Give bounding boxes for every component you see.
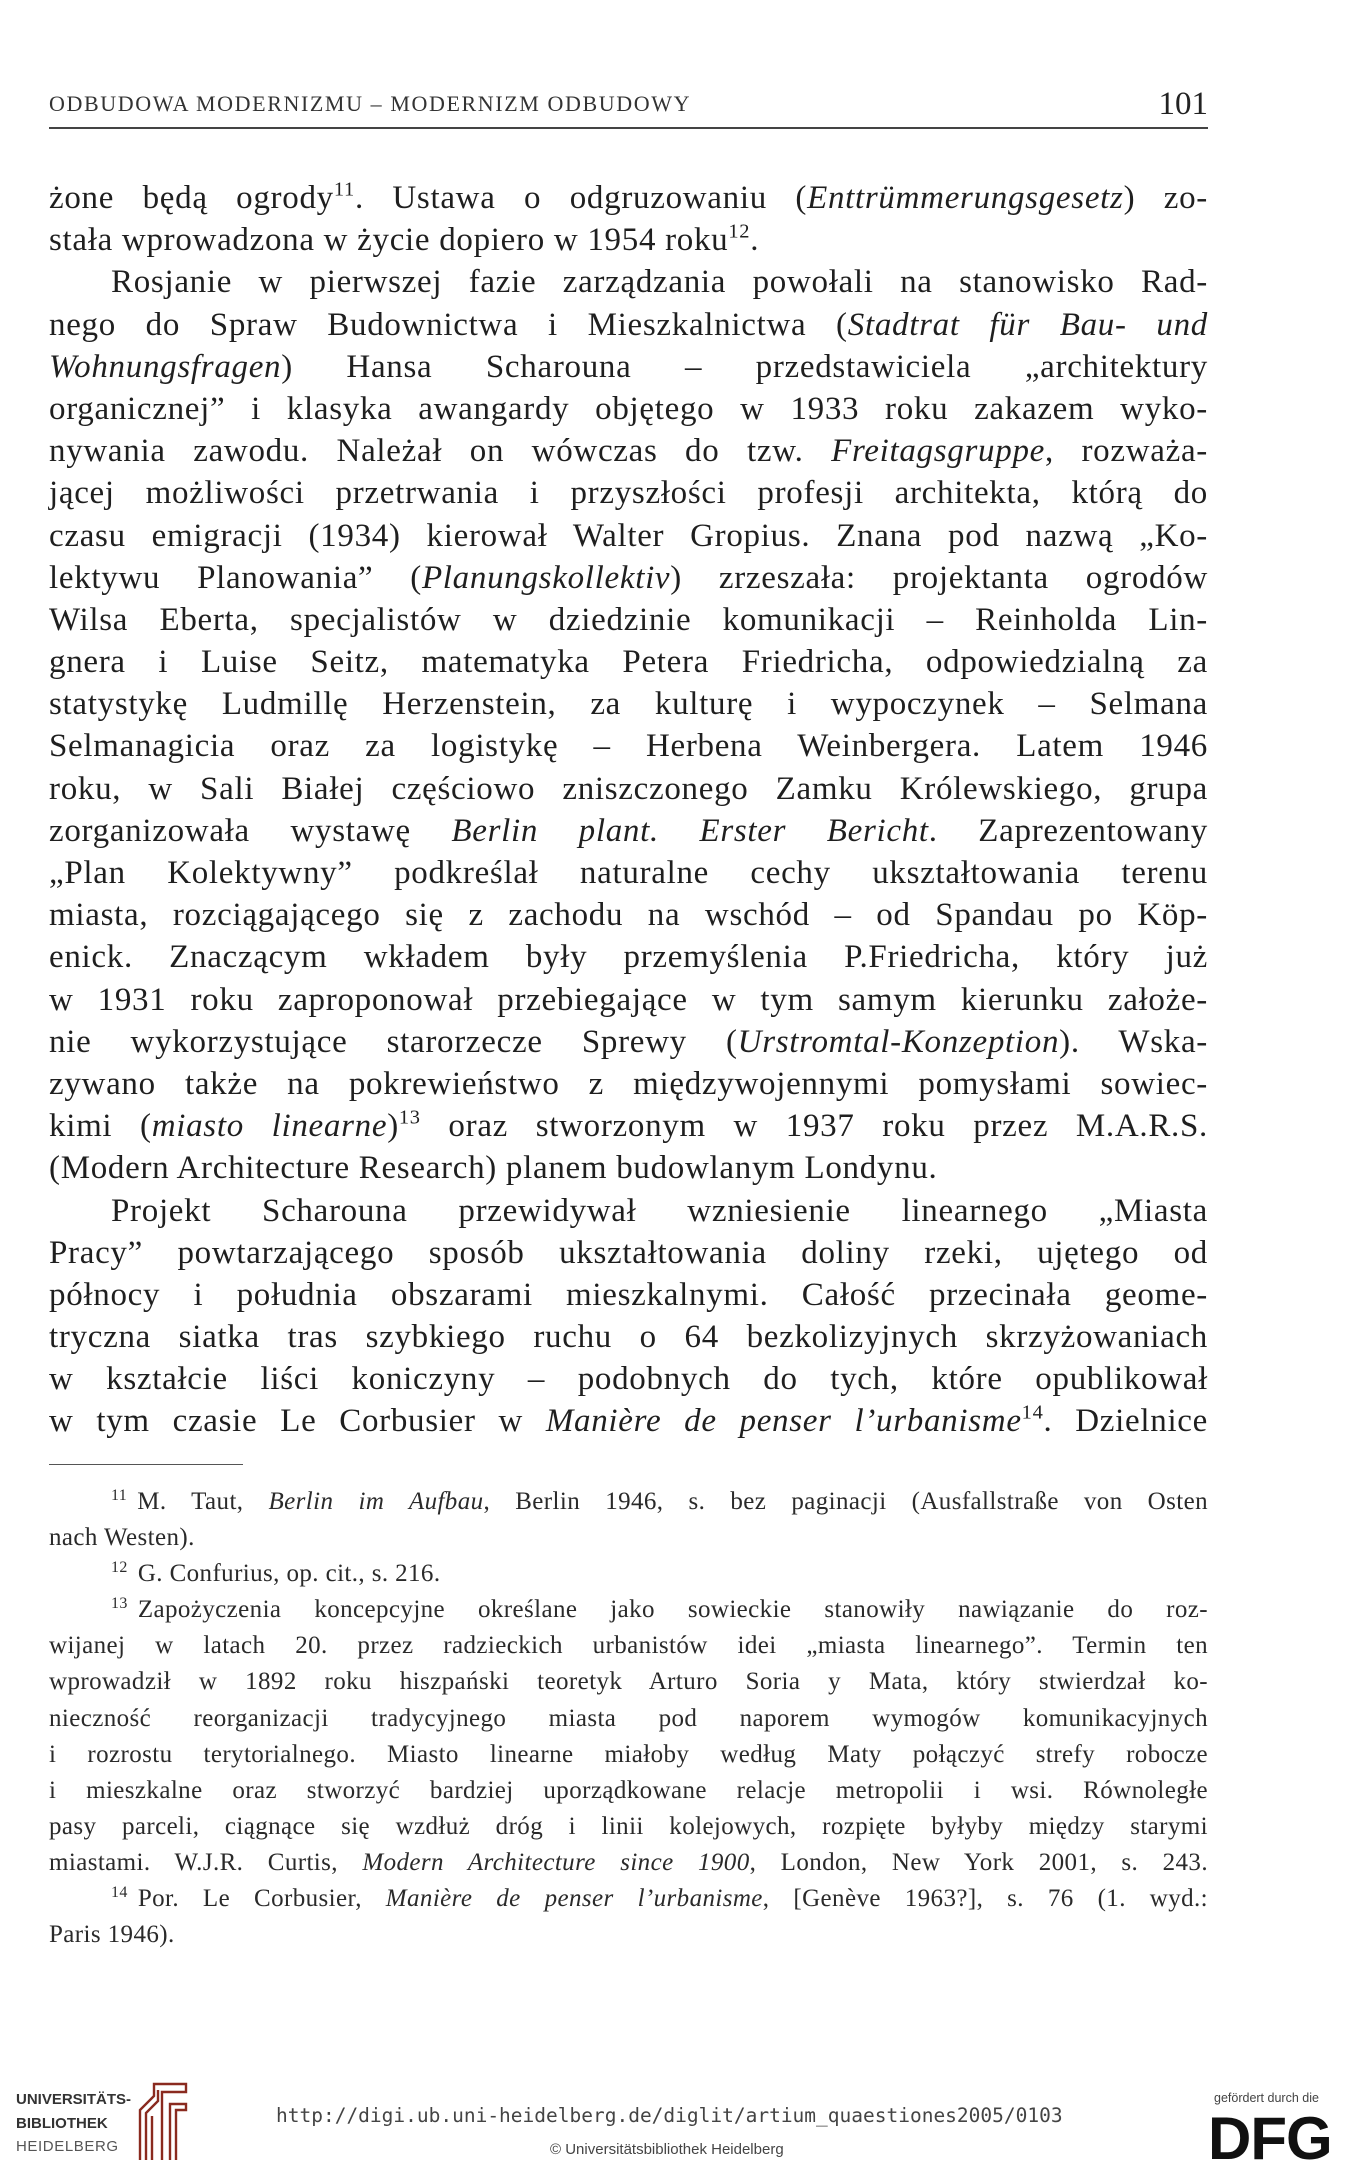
footnote-ref: 11 bbox=[333, 178, 355, 201]
text-run: żone będą ogrody bbox=[49, 180, 334, 216]
body-line bbox=[49, 1105, 1208, 1147]
footnote-ref: 12 bbox=[728, 220, 751, 243]
header-rule bbox=[49, 127, 1208, 129]
body-line: roku, w Sali Białej częściowo zniszczonego Zamku Królewskiego, grupa bbox=[49, 770, 1208, 807]
body-line: Rosjanie w pierwszej fazie zarządzania powołali na stanowisko Rad- bbox=[111, 264, 1208, 301]
body-line: w 1931 roku zaproponował przebiegające w tym samym kierunku założe- bbox=[49, 981, 1208, 1018]
italic-term: Urstromtal-Konzeption bbox=[737, 1023, 1060, 1060]
text-run: ) bbox=[387, 1108, 399, 1145]
dfg-logo: DFG bbox=[1208, 2105, 1332, 2172]
body-line bbox=[49, 304, 1208, 346]
footnote-number: 13 bbox=[111, 1595, 128, 1613]
body-line bbox=[49, 177, 1208, 219]
body-line: Wilsa Eberta, specjalistów w dziedzinie komunikacji – Reinholda Lin- bbox=[49, 601, 1208, 638]
body-line bbox=[49, 346, 1208, 388]
body-line: Selmanagicia oraz za logistykę – Herbena Weinbergera. Latem 1946 bbox=[49, 728, 1208, 765]
body-line: (Modern Architecture Research) planem budowlanym Londynu. bbox=[49, 1150, 938, 1187]
body-line: tryczna siatka tras szybkiego ruchu o 64 bezkolizyjnych skrzyżowaniach bbox=[49, 1319, 1208, 1356]
footnote-ref: 13 bbox=[398, 1106, 421, 1129]
library-wordmark-line: HEIDELBERG bbox=[16, 2138, 119, 2155]
text-run: . Zaprezentowany bbox=[928, 812, 1208, 849]
text-run: oraz stworzonym w 1937 roku przez M.A.R.S. bbox=[420, 1108, 1209, 1145]
text-run: kimi ( bbox=[49, 1108, 152, 1145]
footnote-rule bbox=[49, 1464, 243, 1465]
body-line bbox=[49, 1400, 1208, 1442]
running-title: ODBUDOWA MODERNIZMU – MODERNIZM ODBUDOWY bbox=[49, 91, 692, 116]
italic-term: Wohnungsfragen bbox=[49, 348, 282, 385]
footnote-11 bbox=[49, 1484, 1208, 1556]
italic-term: Manière de penser l’urbanisme bbox=[545, 1403, 1022, 1440]
footnote-line: i rozrostu terytorialnego. Miasto linearne miałoby według Maty połączyć strefy robocze bbox=[49, 1740, 1208, 1768]
body-line: miasta, rozciągającego się z zachodu na wschód – od Spandau po Köp- bbox=[49, 897, 1208, 934]
footnote-line: nach Westen). bbox=[49, 1524, 195, 1552]
italic-term: miasto linearne bbox=[151, 1108, 388, 1145]
text-run: Por. Le Corbusier, bbox=[137, 1885, 386, 1913]
text-run: , Berlin 1946, s. bez paginacji (Ausfallstraße von Osten bbox=[483, 1488, 1209, 1515]
text-run: . bbox=[750, 222, 760, 259]
body-line: statystykę Ludmillę Herzenstein, za kulturę i wypoczynek – Selmana bbox=[49, 686, 1208, 723]
footnote-line: wijanej w latach 20. przez radzieckich urbanistów idei „miasta linearnego”. Termin ten bbox=[49, 1632, 1208, 1660]
footnotes bbox=[49, 1484, 1208, 1953]
body-line: zywano także na pokrewieństwo z międzywojennymi pomysłami sowiec- bbox=[49, 1065, 1208, 1102]
body-line bbox=[49, 557, 1208, 599]
text-run: , London, New York 2001, s. 243. bbox=[749, 1848, 1208, 1876]
body-text bbox=[49, 177, 1208, 1443]
body-line: organicznej” i klasyka awangardy objętego w 1933 roku zakazem wyko- bbox=[49, 390, 1208, 427]
library-wordmark-line: BIBLIOTHEK bbox=[16, 2114, 108, 2132]
italic-term: Stadtrat für Bau- und bbox=[847, 306, 1208, 343]
funder-caption: gefördert durch die bbox=[1214, 2091, 1319, 2105]
text-run: w tym czasie Le Corbusier w bbox=[49, 1403, 546, 1440]
footnote-line: Paris 1946). bbox=[49, 1921, 175, 1949]
permalink-url[interactable]: http://digi.ub.uni-heidelberg.de/diglit/artium_quaestiones2005/0103 bbox=[276, 2104, 1063, 2127]
footnote-14 bbox=[49, 1881, 1208, 1953]
library-logo-icon bbox=[134, 2080, 192, 2162]
italic-title: Manière de penser l’urbanisme bbox=[385, 1885, 763, 1913]
footnote-line bbox=[49, 1592, 1208, 1628]
text-run: ) zo- bbox=[1123, 180, 1208, 216]
text-run: Zapożyczenia koncepcyjne określane jako sowieckie stanowiły nawiązanie do roz- bbox=[137, 1596, 1208, 1624]
footnote-ref: 14 bbox=[1021, 1402, 1044, 1425]
text-run: M. Taut, bbox=[137, 1488, 269, 1515]
library-wordmark-line: UNIVERSITÄTS- bbox=[16, 2091, 132, 2108]
body-line: „Plan Kolektywny” podkreślał naturalne cechy ukształtowania terenu bbox=[49, 855, 1208, 891]
library-wordmark bbox=[16, 2088, 131, 2159]
text-run: , [Genève 1963?], s. 76 (1. wyd.: bbox=[762, 1885, 1209, 1913]
text-run: ) Hansa Scharouna – przedstawiciela „architektury bbox=[281, 348, 1208, 385]
text-run: stała wprowadzona w życie dopiero w 1954 roku bbox=[49, 222, 729, 259]
footnote-line bbox=[49, 1881, 1208, 1917]
italic-term: Enttrümmerungsgesetz bbox=[807, 180, 1124, 216]
page-number: 101 bbox=[1158, 86, 1208, 122]
copyright-notice: © Universitätsbibliothek Heidelberg bbox=[550, 2141, 784, 2158]
italic-term: Berlin plant. Erster Bericht bbox=[451, 812, 929, 849]
text-run: G. Confurius, op. cit., s. 216. bbox=[137, 1560, 441, 1588]
body-line bbox=[49, 1021, 1208, 1063]
text-run: zorganizowała wystawę bbox=[49, 812, 452, 849]
footnote-number: 11 bbox=[111, 1487, 128, 1505]
footnote-line bbox=[49, 1484, 1208, 1520]
footnote-13 bbox=[49, 1592, 1208, 1881]
text-run: ) zrzeszała: projektanta ogrodów bbox=[670, 559, 1208, 596]
body-line: gnera i Luise Seitz, matematyka Petera Friedricha, odpowiedzialną za bbox=[49, 644, 1208, 681]
footnote-line bbox=[49, 1556, 1208, 1592]
footnote-number: 14 bbox=[111, 1884, 128, 1902]
italic-term: Planungskollektiv bbox=[421, 559, 671, 596]
text-run: miastami. W.J.R. Curtis, bbox=[49, 1848, 363, 1876]
text-run: , rozważa- bbox=[1045, 433, 1208, 470]
body-line: Projekt Scharouna przewidywał wzniesienie linearnego „Miasta bbox=[111, 1192, 1208, 1229]
footnote-12 bbox=[49, 1556, 1208, 1592]
footnote-line: wprowadził w 1892 roku hiszpański teoretyk Arturo Soria y Mata, który stwierdzał ko- bbox=[49, 1668, 1208, 1696]
text-run: lektywu Planowania” ( bbox=[49, 559, 422, 596]
footnote-line: nieczność reorganizacji tradycyjnego miasta pod naporem wymogów komunikacyjnych bbox=[49, 1704, 1208, 1732]
footnote-line: pasy parceli, ciągnące się wzdłuż dróg i linii kolejowych, rozpięte byłyby między starymi bbox=[49, 1812, 1208, 1840]
text-run: . Dzielnice bbox=[1043, 1403, 1209, 1440]
footnote-number: 12 bbox=[111, 1559, 128, 1577]
italic-title: Modern Architecture since 1900 bbox=[362, 1848, 750, 1876]
text-run: ). Wska- bbox=[1059, 1023, 1208, 1060]
body-line bbox=[49, 810, 1208, 852]
body-line: czasu emigracji (1934) kierował Walter Gropius. Znana pod nazwą „Ko- bbox=[49, 517, 1208, 554]
text-run: . Ustawa o odgruzowaniu ( bbox=[354, 180, 808, 216]
body-line: Pracy” powtarzającego sposób ukształtowania doliny rzeki, ujętego od bbox=[49, 1234, 1208, 1271]
text-run: nie wykorzystujące starorzecze Sprewy ( bbox=[49, 1023, 738, 1060]
footnote-line bbox=[49, 1845, 1208, 1881]
body-line: jącej możliwości przetrwania i przyszłości profesji architekta, którą do bbox=[49, 475, 1208, 512]
text-run: nywania zawodu. Należał on wówczas do tzw. bbox=[49, 433, 832, 470]
text-run: nego do Spraw Budownictwa i Mieszkalnictwa ( bbox=[49, 306, 848, 343]
body-line: enick. Znaczącym wkładem były przemyślenia P.Friedricha, który już bbox=[49, 939, 1208, 976]
body-line bbox=[49, 219, 1208, 261]
body-line: północy i południa obszarami mieszkalnymi. Całość przecinała geome- bbox=[49, 1276, 1208, 1313]
italic-title: Berlin im Aufbau bbox=[268, 1488, 484, 1515]
body-line: w kształcie liści koniczyny – podobnych do tych, które opublikował bbox=[49, 1361, 1208, 1398]
body-line bbox=[49, 430, 1208, 472]
italic-term: Freitagsgruppe bbox=[831, 433, 1045, 470]
footnote-line: i mieszkalne oraz stworzyć bardziej uporządkowane relacje metropolii i wsi. Równoległe bbox=[49, 1776, 1208, 1804]
